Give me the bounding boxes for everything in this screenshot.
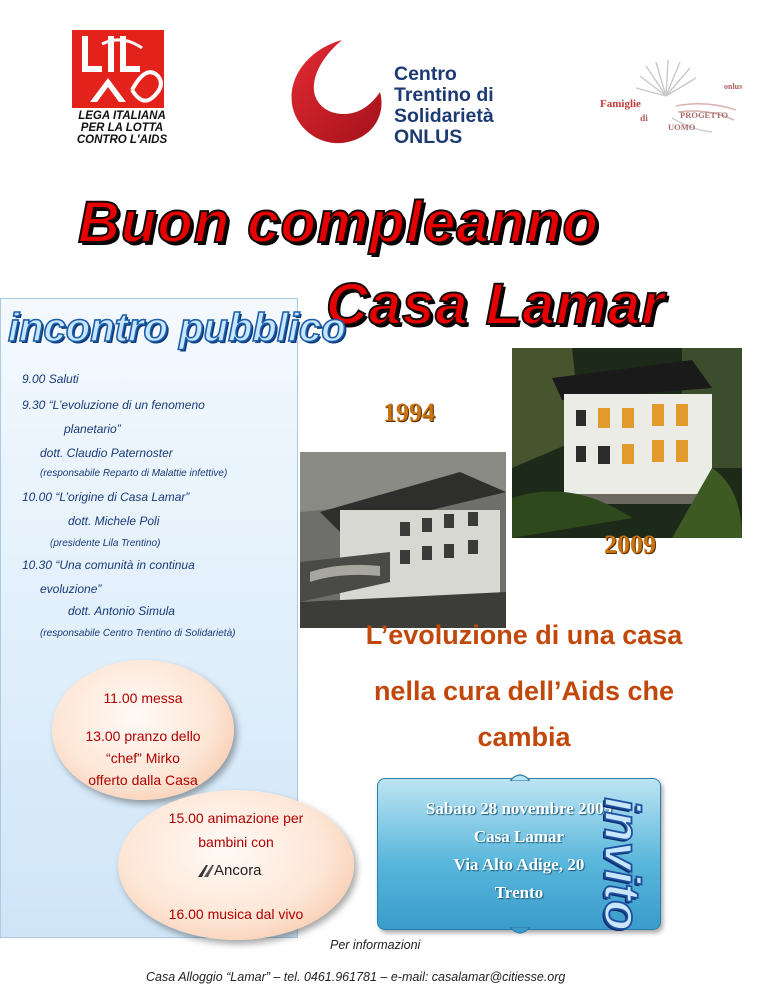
ctds-line-4: ONLUS [394,126,463,148]
ctds-logo [282,34,542,154]
invito-vertical-title: invito [594,797,650,931]
program-line: evoluzione” [40,582,102,596]
year-2009: 2009 [604,530,656,559]
ancora-logo-text: Ancora [214,862,262,879]
program-line: 10.00 “L’origine di Casa Lamar” [22,490,190,504]
event-date: Sabato 28 novembre 2009 [425,799,613,818]
ancora-logo-icon [196,863,216,879]
ctds-line-2: Trentino di [394,84,494,106]
lila-line-2: PER LA LOTTA [80,122,164,134]
tagline-line-3: cambia [477,722,571,752]
program-line: (responsabile Centro Trentino di Solidarietà) [40,628,236,639]
program-line: 10.30 “Una comunità in continua [22,558,195,572]
event-city: Trento [494,883,544,902]
tagline-line-2: nella cura dell’Aids che [373,676,675,706]
program-line: (presidente Lila Trentino) [50,538,161,549]
photo-1994 [300,452,506,628]
red-swirl-icon [282,34,392,154]
bubble-line: offerto dalla Casa [88,772,198,788]
famiglie-uomo: UOMO [668,122,696,132]
program-line: dott. Antonio Simula [68,604,175,618]
box-top-notch [510,769,530,781]
bubble-line: 15.00 animazione per [168,810,304,826]
famiglie-progetto: PROGETTO [680,110,729,120]
box-bottom-notch [510,927,530,939]
famiglie-di: di [640,114,648,124]
headline-line-2: Casa Lamar [326,272,665,337]
lila-logo-mark [72,30,164,108]
bubble-line: “chef” Mirko [106,750,180,766]
famiglie-word: Famiglie [600,98,641,110]
photo-2009-building [512,348,742,538]
lila-logo [66,30,178,152]
program-line: 9.30 “L’evoluzione di un fenomeno [22,398,205,412]
footer-contact: Casa Alloggio “Lamar” – tel. 0461.961781 – e-mail: casalamar@citiesse.org [146,970,566,984]
ancora-logo [196,862,286,880]
footer-info-label: Per informazioni [330,938,421,952]
famiglie-onlus: onlus [724,82,743,91]
ctds-line-1: Centro [394,63,457,85]
year-1994: 1994 [383,398,435,427]
photo-2009 [512,348,742,538]
event-venue: Casa Lamar [473,827,565,846]
lila-line-3: CONTRO L'AIDS [76,134,168,146]
program-line: dott. Michele Poli [68,514,160,528]
bubble-line: 11.00 messa [103,690,183,706]
program-line: dott. Claudio Paternoster [40,446,173,460]
program-line: (responsabile Reparto di Malattie infettive) [40,468,228,479]
program-bubble-afternoon [118,790,354,940]
famiglie-progetto-uomo-logo [596,60,756,140]
bubble-line: bambini con [198,834,274,850]
program-title: incontro pubblico [8,306,346,350]
headline-line-1: Buon compleanno [78,190,599,255]
tagline-line-1: L’evoluzione di una casa [365,620,683,650]
lila-line-1: LEGA ITALIANA [78,110,166,122]
ctds-line-3: Solidarietà [394,105,494,127]
program-line: planetario” [64,422,121,436]
program-line: 9.00 Saluti [22,372,79,386]
photo-1994-building [300,452,506,628]
event-address: Via Alto Adige, 20 [453,855,585,874]
bubble-line: 13.00 pranzo dello [85,728,201,744]
program-bubble-morning [52,660,234,800]
bubble-line: 16.00 musica dal vivo [168,906,304,922]
